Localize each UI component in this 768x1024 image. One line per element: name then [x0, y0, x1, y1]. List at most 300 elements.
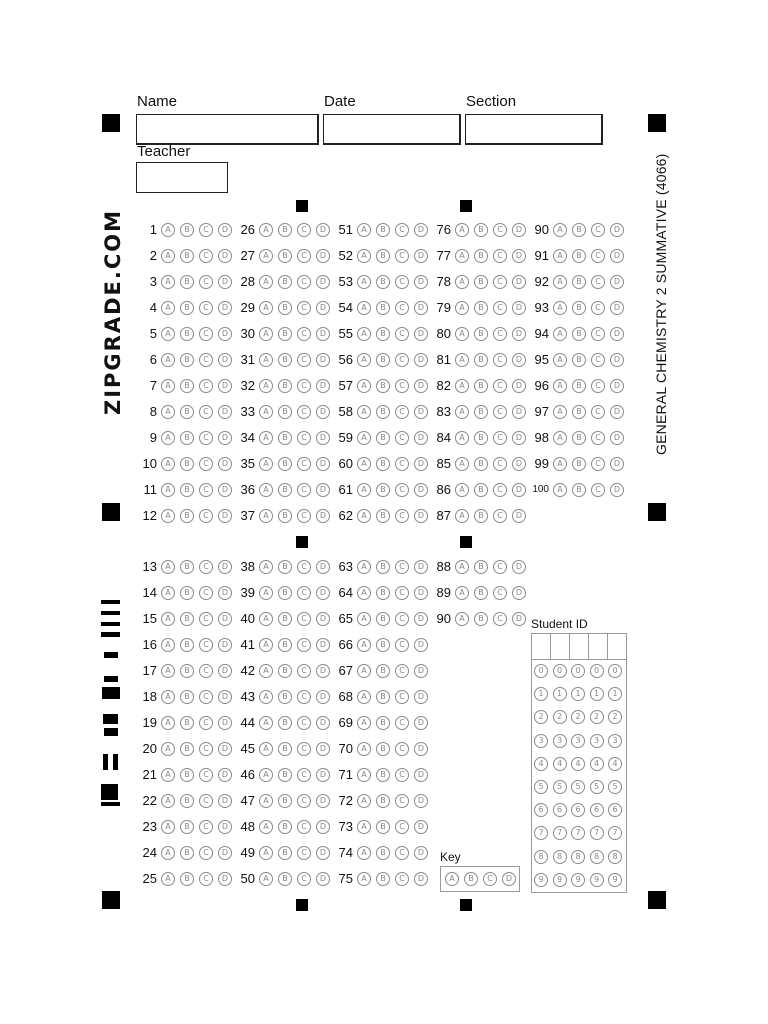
answer-bubble[interactable]: D [610, 223, 624, 237]
answer-bubble[interactable]: D [512, 560, 526, 574]
answer-bubble[interactable]: B [180, 405, 194, 419]
answer-bubble[interactable]: B [474, 586, 488, 600]
answer-bubble[interactable]: B [376, 768, 390, 782]
student-id-bubble[interactable]: 1 [571, 687, 585, 701]
answer-bubble[interactable]: C [199, 690, 213, 704]
answer-bubble[interactable]: B [474, 275, 488, 289]
answer-bubble[interactable]: B [180, 820, 194, 834]
answer-bubble[interactable]: D [610, 431, 624, 445]
answer-bubble[interactable]: A [455, 560, 469, 574]
answer-bubble[interactable]: D [316, 716, 330, 730]
answer-bubble[interactable]: B [180, 560, 194, 574]
answer-bubble[interactable]: D [316, 742, 330, 756]
answer-bubble[interactable]: C [395, 483, 409, 497]
answer-bubble[interactable]: A [259, 483, 273, 497]
answer-bubble[interactable]: C [591, 301, 605, 315]
answer-bubble[interactable]: B [376, 872, 390, 886]
answer-bubble[interactable]: A [161, 483, 175, 497]
answer-bubble[interactable]: A [259, 586, 273, 600]
answer-bubble[interactable]: A [259, 249, 273, 263]
student-id-bubble[interactable]: 3 [553, 734, 567, 748]
answer-bubble[interactable]: B [474, 509, 488, 523]
student-id-bubble[interactable]: 2 [534, 710, 548, 724]
answer-bubble[interactable]: B [474, 560, 488, 574]
answer-bubble[interactable]: B [180, 664, 194, 678]
answer-bubble[interactable]: C [199, 612, 213, 626]
student-id-bubble[interactable]: 4 [571, 757, 585, 771]
answer-bubble[interactable]: D [414, 664, 428, 678]
answer-bubble[interactable]: D [316, 249, 330, 263]
answer-bubble[interactable]: B [376, 742, 390, 756]
answer-bubble[interactable]: B [278, 275, 292, 289]
student-id-entry-cell[interactable] [551, 634, 570, 659]
answer-bubble[interactable]: C [297, 612, 311, 626]
answer-bubble[interactable]: A [259, 872, 273, 886]
answer-bubble[interactable]: C [493, 223, 507, 237]
student-id-bubble[interactable]: 7 [571, 826, 585, 840]
answer-bubble[interactable]: D [512, 586, 526, 600]
answer-bubble[interactable]: B [376, 612, 390, 626]
answer-bubble[interactable]: D [414, 509, 428, 523]
answer-bubble[interactable]: A [161, 405, 175, 419]
answer-bubble[interactable]: A [357, 327, 371, 341]
student-id-bubble[interactable]: 3 [571, 734, 585, 748]
answer-bubble[interactable]: D [218, 327, 232, 341]
answer-bubble[interactable]: A [259, 716, 273, 730]
student-id-bubble[interactable]: 8 [590, 850, 604, 864]
answer-bubble[interactable]: C [493, 509, 507, 523]
answer-bubble[interactable]: A [455, 586, 469, 600]
answer-bubble[interactable]: C [591, 275, 605, 289]
answer-bubble[interactable]: B [474, 483, 488, 497]
answer-bubble[interactable]: A [357, 249, 371, 263]
answer-bubble[interactable]: C [591, 223, 605, 237]
answer-bubble[interactable]: B [572, 431, 586, 445]
answer-bubble[interactable]: D [512, 612, 526, 626]
answer-bubble[interactable]: D [414, 379, 428, 393]
answer-bubble[interactable]: B [278, 664, 292, 678]
answer-bubble[interactable]: A [357, 483, 371, 497]
answer-bubble[interactable]: B [376, 716, 390, 730]
answer-bubble[interactable]: B [474, 249, 488, 263]
answer-bubble[interactable]: D [218, 716, 232, 730]
answer-bubble[interactable]: A [357, 379, 371, 393]
answer-bubble[interactable]: D [610, 353, 624, 367]
answer-bubble[interactable]: B [572, 301, 586, 315]
date-field[interactable] [323, 114, 461, 145]
answer-bubble[interactable]: D [512, 405, 526, 419]
student-id-bubble[interactable]: 6 [534, 803, 548, 817]
answer-bubble[interactable]: A [357, 275, 371, 289]
answer-bubble[interactable]: D [316, 301, 330, 315]
answer-bubble[interactable]: A [259, 379, 273, 393]
answer-bubble[interactable]: B [278, 379, 292, 393]
answer-bubble[interactable]: C [199, 872, 213, 886]
answer-bubble[interactable]: A [553, 379, 567, 393]
answer-bubble[interactable]: D [610, 327, 624, 341]
answer-bubble[interactable]: B [180, 872, 194, 886]
answer-bubble[interactable]: B [278, 301, 292, 315]
student-id-entry-cell[interactable] [532, 634, 551, 659]
answer-bubble[interactable]: C [297, 249, 311, 263]
name-field[interactable] [136, 114, 319, 145]
answer-bubble[interactable]: B [278, 690, 292, 704]
answer-bubble[interactable]: A [455, 457, 469, 471]
answer-bubble[interactable]: A [357, 560, 371, 574]
section-field[interactable] [465, 114, 603, 145]
answer-bubble[interactable]: A [259, 690, 273, 704]
answer-bubble[interactable]: A [357, 846, 371, 860]
student-id-bubble[interactable]: 5 [608, 780, 622, 794]
student-id-bubble[interactable]: 1 [608, 687, 622, 701]
answer-bubble[interactable]: A [161, 327, 175, 341]
answer-bubble[interactable]: D [414, 327, 428, 341]
answer-bubble[interactable]: D [414, 483, 428, 497]
answer-bubble[interactable]: C [199, 275, 213, 289]
answer-bubble[interactable]: C [395, 872, 409, 886]
answer-bubble[interactable]: C [395, 794, 409, 808]
student-id-bubble[interactable]: 0 [608, 664, 622, 678]
teacher-field[interactable] [136, 162, 228, 193]
answer-bubble[interactable]: C [493, 353, 507, 367]
answer-bubble[interactable]: B [376, 509, 390, 523]
answer-bubble[interactable]: A [455, 431, 469, 445]
answer-bubble[interactable]: D [316, 664, 330, 678]
answer-bubble[interactable]: A [259, 612, 273, 626]
answer-bubble[interactable]: D [316, 483, 330, 497]
student-id-bubble[interactable]: 0 [553, 664, 567, 678]
answer-bubble[interactable]: D [316, 457, 330, 471]
answer-bubble[interactable]: C [591, 353, 605, 367]
answer-bubble[interactable]: A [161, 768, 175, 782]
student-id-entry-cell[interactable] [589, 634, 608, 659]
answer-bubble[interactable]: D [414, 846, 428, 860]
answer-bubble[interactable]: B [376, 405, 390, 419]
answer-bubble[interactable]: C [493, 327, 507, 341]
answer-bubble[interactable]: B [180, 223, 194, 237]
answer-bubble[interactable]: D [512, 353, 526, 367]
answer-bubble[interactable]: A [161, 275, 175, 289]
answer-bubble[interactable]: C [395, 327, 409, 341]
answer-bubble[interactable]: D [316, 768, 330, 782]
answer-bubble[interactable]: A [553, 457, 567, 471]
answer-bubble[interactable]: B [278, 483, 292, 497]
answer-bubble[interactable]: C [199, 586, 213, 600]
answer-bubble[interactable]: D [316, 327, 330, 341]
answer-bubble[interactable]: C [199, 301, 213, 315]
answer-bubble[interactable]: B [278, 768, 292, 782]
answer-bubble[interactable]: A [259, 301, 273, 315]
answer-bubble[interactable]: D [414, 716, 428, 730]
answer-bubble[interactable]: B [474, 379, 488, 393]
student-id-bubble[interactable]: 5 [534, 780, 548, 794]
answer-bubble[interactable]: C [395, 405, 409, 419]
answer-bubble[interactable]: B [474, 431, 488, 445]
answer-bubble[interactable]: B [376, 275, 390, 289]
answer-bubble[interactable]: A [553, 483, 567, 497]
answer-bubble[interactable]: A [161, 664, 175, 678]
answer-bubble[interactable]: B [474, 405, 488, 419]
answer-bubble[interactable]: B [180, 431, 194, 445]
student-id-bubble[interactable]: 5 [571, 780, 585, 794]
answer-bubble[interactable]: B [376, 690, 390, 704]
answer-bubble[interactable]: A [357, 638, 371, 652]
answer-bubble[interactable]: C [297, 742, 311, 756]
answer-bubble[interactable]: A [357, 716, 371, 730]
student-id-bubble[interactable]: 3 [608, 734, 622, 748]
answer-bubble[interactable]: A [259, 509, 273, 523]
answer-bubble[interactable]: B [572, 249, 586, 263]
answer-bubble[interactable]: C [199, 846, 213, 860]
answer-bubble[interactable]: A [455, 612, 469, 626]
answer-bubble[interactable]: D [512, 223, 526, 237]
answer-bubble[interactable]: C [297, 483, 311, 497]
answer-bubble[interactable]: A [553, 275, 567, 289]
answer-bubble[interactable]: C [395, 742, 409, 756]
answer-bubble[interactable]: D [316, 638, 330, 652]
answer-bubble[interactable]: C [591, 405, 605, 419]
answer-bubble[interactable]: A [259, 405, 273, 419]
answer-bubble[interactable]: C [297, 223, 311, 237]
answer-bubble[interactable]: A [259, 768, 273, 782]
answer-bubble[interactable]: C [395, 301, 409, 315]
answer-bubble[interactable]: D [414, 560, 428, 574]
answer-bubble[interactable]: B [376, 638, 390, 652]
student-id-bubble[interactable]: 7 [590, 826, 604, 840]
answer-bubble[interactable]: C [395, 768, 409, 782]
student-id-bubble[interactable]: 5 [553, 780, 567, 794]
answer-bubble[interactable]: D [218, 249, 232, 263]
answer-bubble[interactable]: D [414, 249, 428, 263]
answer-bubble[interactable]: C [297, 379, 311, 393]
answer-bubble[interactable]: A [259, 223, 273, 237]
answer-bubble[interactable]: A [455, 405, 469, 419]
answer-bubble[interactable]: D [512, 379, 526, 393]
student-id-entry-cell[interactable] [570, 634, 589, 659]
answer-bubble[interactable]: B [376, 586, 390, 600]
answer-bubble[interactable]: A [357, 612, 371, 626]
answer-bubble[interactable]: C [297, 846, 311, 860]
student-id-bubble[interactable]: 6 [608, 803, 622, 817]
answer-bubble[interactable]: D [218, 742, 232, 756]
answer-bubble[interactable]: D [414, 275, 428, 289]
answer-bubble[interactable]: C [199, 509, 213, 523]
answer-bubble[interactable]: D [414, 638, 428, 652]
answer-bubble[interactable]: B [278, 249, 292, 263]
answer-bubble[interactable]: A [455, 379, 469, 393]
answer-bubble[interactable]: C [493, 483, 507, 497]
student-id-bubble[interactable]: 0 [590, 664, 604, 678]
answer-bubble[interactable]: C [493, 560, 507, 574]
answer-bubble[interactable]: B [180, 249, 194, 263]
answer-bubble[interactable]: B [278, 638, 292, 652]
answer-bubble[interactable]: D [316, 509, 330, 523]
student-id-bubble[interactable]: 6 [553, 803, 567, 817]
answer-bubble[interactable]: D [218, 612, 232, 626]
answer-bubble[interactable]: A [357, 872, 371, 886]
answer-bubble[interactable]: C [493, 249, 507, 263]
answer-bubble[interactable]: C [199, 794, 213, 808]
answer-bubble[interactable]: C [297, 794, 311, 808]
answer-bubble[interactable]: A [161, 509, 175, 523]
answer-bubble[interactable]: A [161, 612, 175, 626]
answer-bubble[interactable]: C [395, 638, 409, 652]
answer-bubble[interactable]: C [395, 379, 409, 393]
key-bubble[interactable]: B [464, 872, 478, 886]
answer-bubble[interactable]: C [395, 716, 409, 730]
answer-bubble[interactable]: D [316, 275, 330, 289]
answer-bubble[interactable]: A [455, 249, 469, 263]
answer-bubble[interactable]: C [591, 483, 605, 497]
answer-bubble[interactable]: A [357, 509, 371, 523]
answer-bubble[interactable]: B [180, 716, 194, 730]
answer-bubble[interactable]: A [357, 794, 371, 808]
answer-bubble[interactable]: B [376, 353, 390, 367]
answer-bubble[interactable]: A [553, 223, 567, 237]
answer-bubble[interactable]: A [357, 431, 371, 445]
answer-bubble[interactable]: A [553, 249, 567, 263]
answer-bubble[interactable]: D [218, 690, 232, 704]
student-id-bubble[interactable]: 9 [571, 873, 585, 887]
answer-bubble[interactable]: C [199, 405, 213, 419]
answer-bubble[interactable]: A [161, 690, 175, 704]
answer-bubble[interactable]: B [180, 275, 194, 289]
key-bubble[interactable]: D [502, 872, 516, 886]
answer-bubble[interactable]: A [455, 301, 469, 315]
answer-bubble[interactable]: A [357, 820, 371, 834]
answer-bubble[interactable]: C [493, 457, 507, 471]
answer-bubble[interactable]: D [316, 612, 330, 626]
answer-bubble[interactable]: B [474, 327, 488, 341]
answer-bubble[interactable]: D [414, 431, 428, 445]
answer-bubble[interactable]: C [199, 457, 213, 471]
student-id-bubble[interactable]: 6 [571, 803, 585, 817]
answer-bubble[interactable]: B [278, 509, 292, 523]
answer-bubble[interactable]: D [610, 249, 624, 263]
answer-bubble[interactable]: A [161, 794, 175, 808]
answer-bubble[interactable]: C [591, 457, 605, 471]
answer-bubble[interactable]: A [161, 249, 175, 263]
answer-bubble[interactable]: D [512, 431, 526, 445]
answer-bubble[interactable]: B [278, 586, 292, 600]
answer-bubble[interactable]: B [278, 560, 292, 574]
answer-bubble[interactable]: A [161, 379, 175, 393]
answer-bubble[interactable]: B [180, 768, 194, 782]
answer-bubble[interactable]: B [278, 457, 292, 471]
answer-bubble[interactable]: C [297, 560, 311, 574]
answer-bubble[interactable]: D [610, 379, 624, 393]
key-bubble[interactable]: C [483, 872, 497, 886]
answer-bubble[interactable]: A [259, 275, 273, 289]
answer-bubble[interactable]: A [357, 405, 371, 419]
answer-bubble[interactable]: A [553, 405, 567, 419]
answer-bubble[interactable]: A [259, 431, 273, 445]
answer-bubble[interactable]: B [376, 794, 390, 808]
answer-bubble[interactable]: C [395, 249, 409, 263]
student-id-bubble[interactable]: 3 [534, 734, 548, 748]
answer-bubble[interactable]: D [218, 301, 232, 315]
answer-bubble[interactable]: C [199, 820, 213, 834]
answer-bubble[interactable]: C [297, 872, 311, 886]
answer-bubble[interactable]: B [278, 223, 292, 237]
answer-bubble[interactable]: B [180, 301, 194, 315]
key-bubble[interactable]: A [445, 872, 459, 886]
answer-bubble[interactable]: A [455, 509, 469, 523]
answer-bubble[interactable]: A [357, 457, 371, 471]
answer-bubble[interactable]: B [180, 379, 194, 393]
answer-bubble[interactable]: D [316, 820, 330, 834]
answer-bubble[interactable]: C [297, 820, 311, 834]
answer-bubble[interactable]: A [161, 742, 175, 756]
answer-bubble[interactable]: B [376, 223, 390, 237]
answer-bubble[interactable]: A [553, 327, 567, 341]
answer-bubble[interactable]: B [572, 457, 586, 471]
answer-bubble[interactable]: A [455, 327, 469, 341]
answer-bubble[interactable]: C [199, 742, 213, 756]
student-id-bubble[interactable]: 4 [590, 757, 604, 771]
answer-bubble[interactable]: B [376, 483, 390, 497]
student-id-bubble[interactable]: 1 [534, 687, 548, 701]
answer-bubble[interactable]: B [278, 846, 292, 860]
answer-bubble[interactable]: C [297, 405, 311, 419]
answer-bubble[interactable]: C [591, 327, 605, 341]
answer-bubble[interactable]: D [218, 820, 232, 834]
student-id-bubble[interactable]: 9 [553, 873, 567, 887]
answer-bubble[interactable]: C [493, 431, 507, 445]
answer-bubble[interactable]: A [259, 638, 273, 652]
answer-bubble[interactable]: D [610, 301, 624, 315]
answer-bubble[interactable]: A [259, 457, 273, 471]
student-id-bubble[interactable]: 9 [534, 873, 548, 887]
answer-bubble[interactable]: D [414, 768, 428, 782]
answer-bubble[interactable]: C [493, 301, 507, 315]
answer-bubble[interactable]: D [414, 223, 428, 237]
answer-bubble[interactable]: B [278, 327, 292, 341]
student-id-bubble[interactable]: 4 [534, 757, 548, 771]
answer-bubble[interactable]: D [414, 586, 428, 600]
answer-bubble[interactable]: C [199, 249, 213, 263]
answer-bubble[interactable]: D [316, 586, 330, 600]
answer-bubble[interactable]: B [180, 794, 194, 808]
answer-bubble[interactable]: B [474, 353, 488, 367]
answer-bubble[interactable]: A [357, 353, 371, 367]
answer-bubble[interactable]: B [278, 431, 292, 445]
answer-bubble[interactable]: D [414, 690, 428, 704]
answer-bubble[interactable]: C [199, 223, 213, 237]
answer-bubble[interactable]: D [316, 353, 330, 367]
answer-bubble[interactable]: C [297, 509, 311, 523]
answer-bubble[interactable]: C [395, 586, 409, 600]
answer-bubble[interactable]: C [395, 664, 409, 678]
answer-bubble[interactable]: D [316, 405, 330, 419]
answer-bubble[interactable]: D [218, 768, 232, 782]
answer-bubble[interactable]: B [180, 742, 194, 756]
answer-bubble[interactable]: B [572, 223, 586, 237]
answer-bubble[interactable]: B [376, 431, 390, 445]
student-id-bubble[interactable]: 4 [608, 757, 622, 771]
answer-bubble[interactable]: D [512, 483, 526, 497]
answer-bubble[interactable]: A [161, 820, 175, 834]
student-id-bubble[interactable]: 7 [608, 826, 622, 840]
answer-bubble[interactable]: C [297, 638, 311, 652]
student-id-bubble[interactable]: 9 [608, 873, 622, 887]
answer-bubble[interactable]: D [414, 457, 428, 471]
answer-bubble[interactable]: A [455, 275, 469, 289]
student-id-bubble[interactable]: 7 [534, 826, 548, 840]
answer-bubble[interactable]: A [161, 457, 175, 471]
answer-bubble[interactable]: C [395, 353, 409, 367]
answer-bubble[interactable]: C [591, 379, 605, 393]
